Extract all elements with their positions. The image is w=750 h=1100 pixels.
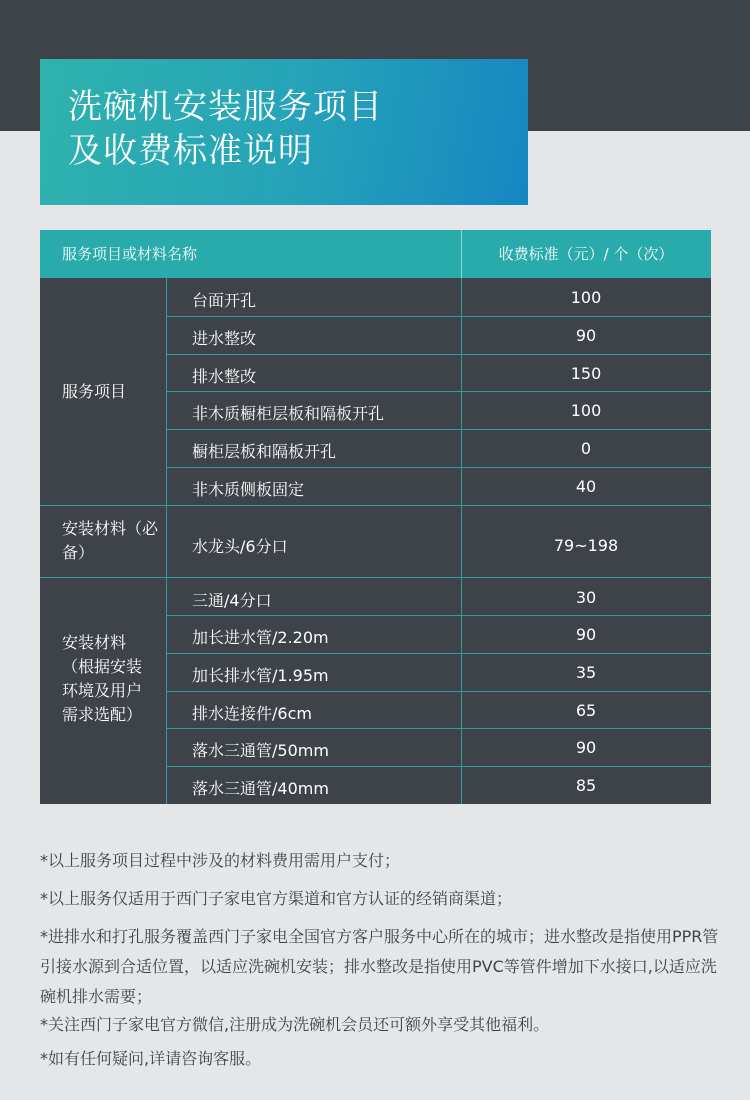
row-divider — [166, 653, 711, 654]
item-fee: 40 — [575, 477, 597, 496]
title-card — [40, 59, 528, 205]
table-header — [40, 230, 711, 278]
row-divider — [166, 615, 711, 616]
group-divider — [40, 505, 711, 506]
row-divider — [166, 467, 711, 468]
item-fee: 90 — [575, 326, 597, 345]
item-name: 落水三通管/40mm — [192, 779, 329, 798]
item-fee: 100 — [570, 288, 602, 307]
item-name: 水龙头/6分口 — [192, 537, 288, 556]
item-name: 非木质橱柜层板和隔板开孔 — [192, 404, 385, 423]
fee-table — [40, 230, 711, 804]
item-name: 橱柜层板和隔板开孔 — [192, 442, 337, 461]
item-fee: 90 — [575, 625, 597, 644]
item-name: 排水整改 — [192, 367, 257, 386]
header-fee: 收费标准（元）/ 个（次） — [498, 245, 674, 263]
header-item-name: 服务项目或材料名称 — [62, 245, 198, 263]
note-text: *以上服务仅适用于西门子家电官方渠道和官方认证的经销商渠道； — [40, 889, 513, 908]
item-name: 非木质侧板固定 — [192, 480, 305, 499]
item-fee: 150 — [570, 364, 602, 383]
group-divider — [40, 577, 711, 578]
row-divider — [166, 316, 711, 317]
item-fee: 90 — [575, 738, 597, 757]
item-fee: 85 — [575, 776, 597, 795]
note-text: *关注西门子家电官方微信,注册成为洗碗机会员还可额外享受其他福利。 — [40, 1015, 550, 1034]
row-divider — [166, 354, 711, 355]
category-optional-material: 安装材料（根据安装环境及用户需求选配） — [62, 633, 143, 724]
row-divider — [166, 429, 711, 430]
note-text: *以上服务项目过程中涉及的材料费用需用户支付； — [40, 851, 401, 870]
item-fee: 79~198 — [553, 536, 619, 555]
item-name: 排水连接件/6cm — [192, 704, 312, 723]
item-fee: 30 — [575, 588, 597, 607]
item-name: 进水整改 — [192, 329, 257, 348]
category-required-material: 安装材料（必备） — [62, 519, 159, 562]
item-name: 落水三通管/50mm — [192, 741, 329, 760]
note-text: *进排水和打孔服务覆盖西门子家电全国官方客户服务中心所在的城市；进水整改是指使用PPR管引接水源到合适位置，以适应洗碗机安装；排水整改是指使用PVC等管件增加下水接口,以适应洗碗机排水需要； — [40, 927, 719, 1006]
item-name: 台面开孔 — [192, 291, 257, 310]
page-title-line-1: 洗碗机安装服务项目 — [68, 87, 383, 127]
item-fee: 35 — [575, 663, 597, 682]
note-text: *如有任何疑问,详请咨询客服。 — [40, 1049, 262, 1068]
item-name: 加长进水管/2.20m — [192, 628, 329, 647]
item-fee: 100 — [570, 401, 602, 420]
item-name: 三通/4分口 — [192, 591, 272, 610]
column-divider-category — [166, 278, 167, 804]
item-fee: 65 — [575, 701, 597, 720]
category-service: 服务项目 — [62, 382, 127, 401]
page-title-line-2: 及收费标准说明 — [68, 131, 313, 171]
item-fee: 0 — [580, 439, 592, 458]
row-divider — [166, 691, 711, 692]
row-divider — [166, 391, 711, 392]
row-divider — [166, 728, 711, 729]
row-divider — [166, 766, 711, 767]
item-name: 加长排水管/1.95m — [192, 666, 329, 685]
